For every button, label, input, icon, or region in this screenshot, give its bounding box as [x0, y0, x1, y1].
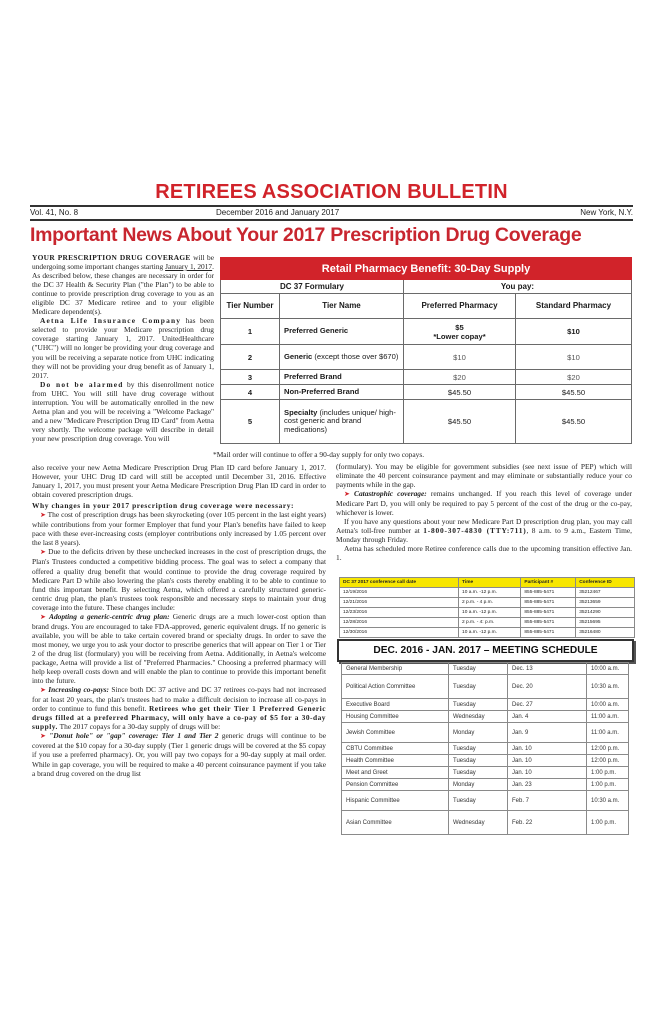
call-time: 10 a.m. -12 p.m. [459, 628, 521, 638]
aetna-phone-number[interactable]: 1-800-307-4830 (TTY:711) [423, 526, 527, 536]
meeting-day: Tuesday [449, 663, 508, 675]
tier-number: 4 [221, 385, 280, 400]
tier-number: 5 [221, 400, 280, 444]
meeting-schedule-table [341, 662, 629, 835]
meeting-time: 1:00 p.m. [587, 811, 629, 835]
col-header-participant: Participant # [521, 578, 576, 588]
meeting-time: 1:00 p.m. [587, 779, 629, 791]
table-row [342, 743, 629, 755]
intro-text: . As described below, these changes are necessary in order for the DC 37 Health & Security Plan ("the Plan") to be able to continue to provide prescription drug coverage to you as an eligible DC 37 Medicare retiree and to your eligible Medicare dependent(s). [32, 262, 214, 317]
meeting-day: Monday [449, 723, 508, 743]
bullet-donut-hole [32, 731, 326, 777]
meeting-name: Asian Committee [342, 811, 449, 835]
intro-column [32, 253, 214, 443]
meeting-name: Meet and Greet [342, 767, 449, 779]
table-row [342, 723, 629, 743]
bullet-text: The cost of prescription drugs has been skyrocketing (over 105 percent in the last eight years) while contributions from your former Employer that fund your Plan's benefits have failed to keep pace with these ever-increasing costs (employer contributions only increased by 1.05 percent over the last 8 years). [32, 510, 326, 548]
arrow-bullet-icon: ➤ [344, 490, 350, 499]
meeting-date: Feb. 7 [508, 791, 587, 811]
effective-date: January 1, 2017 [165, 262, 213, 272]
retail-pharmacy-benefit-table [220, 257, 632, 444]
mail-order-footnote: *Mail order will continue to offer a 90-day supply for only two copays. [213, 450, 425, 459]
meeting-date: Jan. 23 [508, 779, 587, 791]
bullet-copays [32, 685, 326, 731]
lead-caps: YOUR PRESCRIPTION DRUG COVERAGE [32, 253, 191, 262]
bullet-deficits [32, 547, 326, 611]
bullet-text: remains unchanged. If you reach this level of coverage under Medicare Part D, you will only be required to pay 5 percent of the cost of the drug or the co-pay, whichever is lower. [336, 489, 633, 518]
tier-name-note: (includes unique/ high-cost generic and brand medications) [284, 407, 396, 434]
intro-text: has been selected to provide your Medicare prescription drug coverage starting January 1, 2017. UnitedHealthcare ("UHC") will no longer be providing your drug coverage and you will be receiving a separate notice from UHC indicating they will not be providing your drug benefit as of January 1, 2017. [32, 316, 215, 380]
issue-date: December 2016 and January 2017 [216, 208, 340, 217]
copay-highlight: Retirees who get their Tier 1 Preferred Generic drugs filled at a preferred Pharmacy, will only have a co-pay of $5 for a 30-day supply. [32, 704, 326, 732]
bullet-label: Adopting a generic-centric drug plan: [49, 611, 170, 621]
standard-price: $45.50 [516, 385, 632, 400]
table-row [342, 663, 629, 675]
bullet-text: Due to the deficits driven by these unchecked increases in the cost of prescription drugs, the Plan's Trustees conducted a competitive bidding process. The goal was to select a company that offered a quality drug benefit that would continue to provide the drug coverage required by Medicare Part D while also lowering the plan's costs thereby enabling it to be able to continue to fund this important benefit. By selecting Aetna, which offered a carefully structured generic-centric drug plan, the plan's trustees took responsible and necessary steps to maintain your drug coverage into the future. These changes include: [32, 547, 326, 612]
meeting-time: 1:00 p.m. [587, 767, 629, 779]
table-row [221, 319, 632, 345]
table-row [340, 618, 635, 628]
preferred-price: $10 [404, 345, 516, 370]
conference-id: 35216480 [576, 628, 635, 638]
standard-price: $45.50 [516, 400, 632, 444]
meeting-time: 10:30 a.m. [587, 791, 629, 811]
call-time: 2 p.m. - 4 p.m. [459, 598, 521, 608]
conference-header-row [340, 578, 635, 588]
meeting-day: Monday [449, 779, 508, 791]
meeting-date: Jan. 10 [508, 755, 587, 767]
tier-number: 2 [221, 345, 280, 370]
call-time: 2 p.m. - 4: p.m. [459, 618, 521, 628]
questions-text: If you have any questions about your new Medicare Part D prescription drug plan, you may call Aetna's toll-free number at [336, 517, 632, 536]
intro-paragraph-1 [32, 253, 214, 316]
tier-name-text: Preferred Generic [284, 326, 349, 336]
tier-name-text: Generic [284, 351, 313, 361]
tier-name [280, 345, 404, 370]
questions-text: , 8 a.m. to 9 a.m., Eastern Time, Monday through Friday. [336, 526, 632, 545]
table-row [340, 628, 635, 638]
intro-paragraph-2 [32, 316, 214, 379]
meeting-date: Dec. 20 [508, 675, 587, 699]
call-date: 12/19/2016 [340, 588, 459, 598]
call-time: 10 a.m. -12 p.m. [459, 608, 521, 618]
tier-name: Non-Preferred Brand [280, 385, 404, 400]
masthead-title: RETIREES ASSOCIATION BULLETIN [155, 181, 508, 203]
meeting-date: Dec. 27 [508, 699, 587, 711]
table-row [342, 711, 629, 723]
meeting-time: 12:00 p.m. [587, 743, 629, 755]
table-row [342, 767, 629, 779]
call-date: 12/23/2016 [340, 608, 459, 618]
table-row [340, 608, 635, 618]
bullet-generic-centric [32, 612, 326, 685]
right-column [336, 462, 632, 563]
intro-text: will be undergoing some important changes starting [32, 253, 215, 272]
meeting-time: 12:00 p.m. [587, 755, 629, 767]
tier-name [280, 319, 404, 345]
participant-number: 855-885-5471 [521, 628, 576, 638]
col-header-conference-id: Conference ID [576, 578, 635, 588]
table-row [342, 791, 629, 811]
table-row [221, 385, 632, 400]
table-row [340, 588, 635, 598]
meeting-name: Executive Board [342, 699, 449, 711]
preferred-price: $45.50 [404, 385, 516, 400]
table-row [221, 370, 632, 385]
tier-name [280, 400, 404, 444]
meeting-name: Political Action Committee [342, 675, 449, 699]
arrow-bullet-icon: ➤ [40, 732, 46, 741]
group-header-you-pay: You pay: [404, 280, 632, 294]
meeting-date: Jan. 4 [508, 711, 587, 723]
bullet-label: "Donut hole" or "gap" coverage: Tier 1 and Tier 2 [49, 731, 219, 741]
table-row [342, 675, 629, 699]
meeting-name: Pension Committee [342, 779, 449, 791]
meeting-date: Dec. 13 [508, 663, 587, 675]
conference-calls-paragraph: Aetna has scheduled more Retiree conference calls due to the upcoming transition effective Jan. 1. [336, 544, 632, 563]
arrow-bullet-icon: ➤ [40, 686, 46, 695]
conference-id: 35214290 [576, 608, 635, 618]
participant-number: 855-885-5471 [521, 618, 576, 628]
tier-number: 3 [221, 370, 280, 385]
questions-paragraph [336, 517, 632, 544]
col-header-time: Time [459, 578, 521, 588]
issue-info [30, 207, 633, 219]
aetna-name: Aetna Life Insurance Company [40, 316, 182, 326]
intro-paragraph-3 [32, 380, 214, 443]
meeting-day: Tuesday [449, 767, 508, 779]
meeting-day: Tuesday [449, 791, 508, 811]
call-date: 12/28/2016 [340, 618, 459, 628]
col-header-date: DC 37 2017 conference call date [340, 578, 459, 588]
issue-location: New York, N.Y. [580, 208, 633, 217]
meeting-day: Tuesday [449, 743, 508, 755]
bullet-label: Catastrophic coverage: [354, 489, 427, 499]
group-header-formulary: DC 37 Formulary [221, 280, 404, 294]
standard-price: $10 [516, 319, 632, 345]
why-heading: Why changes in your 2017 prescription drug coverage were necessary: [32, 501, 295, 511]
bullet-label: Increasing co-pays: [48, 685, 109, 695]
bullet-text: Generic drugs are a much lower-cost option than brand drugs. You are encouraged to take FDA-approved, generic equivalent drugs. If no generic is available, you will be able to take certain covered brand or specialty drugs. In order to save the most money, we urge you to ask your doctor to prescribe generics that will appear on Tier 1 or Tier 2 of the drug list (formulary) you will be receiving from Aetna. Additionally, in Aetna's welcome package, Aetna will provide a list of "Preferred Pharmacies." Choosing a preferred pharmacy will help keep overall costs down and will enable the plan to continue to provide this important benefit into the future. [32, 611, 326, 686]
meeting-name: General Membership [342, 663, 449, 675]
arrow-bullet-icon: ➤ [40, 612, 46, 621]
col-header-standard: Standard Pharmacy [516, 294, 632, 319]
table-row [342, 755, 629, 767]
col-header-preferred: Preferred Pharmacy [404, 294, 516, 319]
meeting-date: Jan. 10 [508, 743, 587, 755]
call-date: 12/30/2016 [340, 628, 459, 638]
meeting-day: Wednesday [449, 811, 508, 835]
subsidies-paragraph: (formulary). You may be eligible for government subsidies (see next issue of PEP) which will eliminate the 40 percent coinsurance payment and may eliminate or substantially reduce your co payments while in the gap. [336, 462, 632, 490]
masthead-rule-bottom [30, 219, 633, 221]
do-not-be-alarmed: Do not be alarmed [40, 379, 124, 389]
meeting-time: 10:30 a.m. [587, 675, 629, 699]
meeting-name: CBTU Committee [342, 743, 449, 755]
participant-number: 855-885-5471 [521, 588, 576, 598]
conference-id: 35213659 [576, 598, 635, 608]
article-headline: Important News About Your 2017 Prescription Drug Coverage [30, 224, 582, 246]
meeting-name: Health Committee [342, 755, 449, 767]
table-row [342, 699, 629, 711]
meeting-name: Hispanic Committee [342, 791, 449, 811]
meeting-schedule-title: DEC. 2016 - JAN. 2017 – MEETING SCHEDULE [337, 639, 634, 662]
table-row [342, 779, 629, 791]
bullet-catastrophic [336, 489, 632, 517]
price: $5 [455, 322, 464, 332]
meeting-day: Wednesday [449, 711, 508, 723]
tier-number: 1 [221, 319, 280, 345]
participant-number: 855-885-5471 [521, 598, 576, 608]
participant-number: 855-885-5471 [521, 608, 576, 618]
meeting-day: Tuesday [449, 755, 508, 767]
conference-id: 35212467 [576, 588, 635, 598]
arrow-bullet-icon: ➤ [40, 548, 46, 557]
bullet-text: The 2017 copays for a 30-day supply of drugs will be: [57, 722, 221, 732]
tier-name: Preferred Brand [280, 370, 404, 385]
preferred-price: $45.50 [404, 400, 516, 444]
tier-name-note: (except those over $670) [312, 351, 399, 361]
bullet-text: Since both DC 37 active and DC 37 retirees co-pays had not increased for at least 20 years, the plan's trustees had to make a difficult decision to increase all co-pays in order to continue to fund this benefit. [32, 685, 326, 714]
arrow-bullet-icon: ➤ [40, 511, 46, 520]
lower-copay-note: *Lower copay* [433, 331, 486, 341]
article-body [32, 463, 326, 778]
col-header-tier-number: Tier Number [221, 294, 280, 319]
call-date: 12/21/2016 [340, 598, 459, 608]
meeting-time: 10:00 a.m. [587, 699, 629, 711]
meeting-date: Jan. 9 [508, 723, 587, 743]
standard-price: $20 [516, 370, 632, 385]
intro-text: by this disenrollment notice from UHC. You will still have drug coverage without interruption. You will be automatically enrolled in the new Aetna plan and you will be receiving a "Welcome Package" and a new "Medicare Prescription Drug ID Card" from Aetna very shortly. The welcome package will describe in detail your new prescription drug coverage. You will [32, 379, 214, 443]
meeting-name: Housing Committee [342, 711, 449, 723]
table-row [221, 345, 632, 370]
volume-number: Vol. 41, No. 8 [30, 208, 79, 217]
bullet-text: generic drugs will continue to be covered at the $10 copay for a 30-day supply (Tier 1 generic drugs will be covered at the $5 copay if you use a preferred pharmacy). Or, you will pay two copays for a 90-day supply at mail order. While in gap coverage, you will be required to make a 40 percent coinsurance payment if you take a brand drug covered on the drug list [32, 731, 326, 778]
id-card-paragraph: also receive your new Aetna Medicare Prescription Drug Plan ID card before January 1, 2017. However, your UHC Drug ID card will still be accepted until December 31, 2016. Effective January 1, 2017, you must present your Aetna Medicare Prescription Drug Plan ID card in order to obtain covered prescription drugs. [32, 463, 326, 500]
tier-name-text: Specialty [284, 407, 318, 417]
table-banner: Retail Pharmacy Benefit: 30-Day Supply [221, 258, 632, 280]
preferred-price [404, 319, 516, 345]
meeting-name: Jewish Committee [342, 723, 449, 743]
standard-price: $10 [516, 345, 632, 370]
preferred-price: $20 [404, 370, 516, 385]
meeting-time: 10:00 a.m. [587, 663, 629, 675]
meeting-date: Jan. 10 [508, 767, 587, 779]
meeting-day: Tuesday [449, 675, 508, 699]
meeting-date: Feb. 22 [508, 811, 587, 835]
table-row [340, 598, 635, 608]
meeting-day: Tuesday [449, 699, 508, 711]
table-row [342, 811, 629, 835]
call-time: 10 a.m. -12 p.m. [459, 588, 521, 598]
meeting-time: 11:00 a.m. [587, 723, 629, 743]
table-row [221, 400, 632, 444]
meeting-time: 11:00 a.m. [587, 711, 629, 723]
bullet-cost [32, 510, 326, 547]
conference-id: 35215695 [576, 618, 635, 628]
col-header-tier-name: Tier Name [280, 294, 404, 319]
conference-call-table [339, 577, 635, 638]
